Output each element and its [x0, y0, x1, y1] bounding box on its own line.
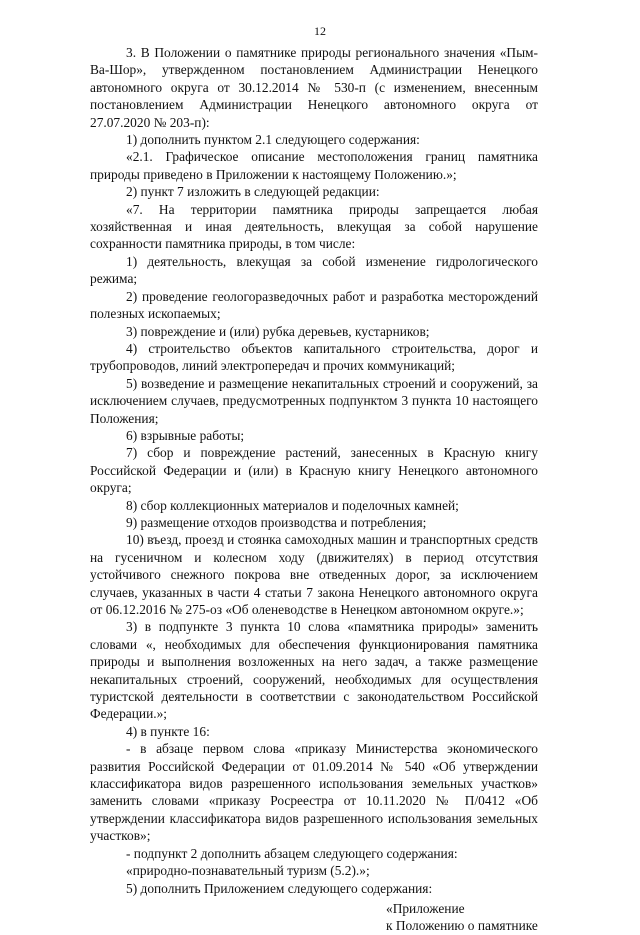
list-item-prohibition-6: 6) взрывные работы; — [126, 427, 245, 443]
paragraph-subitem-4: 4) в пункте 16: — [126, 723, 210, 739]
appendix-heading-line-1: «Приложение — [386, 900, 465, 916]
paragraph-item-3: 3. В Положении о памятнике природы регионального значения «Пым-Ва-Шор», утвержденном постановлением Администрации Ненецкого автономного округа от 30.12.2014 № 530-п (с изменением, внесенным постановлением Администрации Ненецкого автономного округа от 27.07.2020 № 203-п): — [90, 45, 538, 130]
paragraph-dash-item-1: - в абзаце первом слова «приказу Министерства экономического развития Российской Федерации от 01.09.2014 № 540 «Об утверждении классификатора видов разрешенного использования земельных участков» заменить словами «приказу Росреестра от 10.11.2020 № П/0412 «Об утверждении классификатора видов разрешенного использования земельных участков»; — [90, 741, 538, 844]
list-item-prohibition-1: 1) деятельность, влекущая за собой изменение гидрологического режима; — [90, 253, 538, 287]
paragraph-subitem-1: 1) дополнить пунктом 2.1 следующего содержания: — [126, 132, 420, 148]
paragraph-subitem-2: 2) пункт 7 изложить в следующей редакции: — [126, 184, 380, 200]
paragraph-subitem-5: 5) дополнить Приложением следующего содержания: — [126, 880, 433, 896]
list-item-prohibition-2: 2) проведение геологоразведочных работ и разработка месторождений полезных ископаемых; — [90, 288, 538, 322]
list-item-prohibition-5: 5) возведение и размещение некапитальных строений и сооружений, за исключением случаев, предусмотренных подпунктом 3 пункта 10 настоящего Положения; — [90, 375, 538, 426]
list-item-prohibition-8: 8) сбор коллекционных материалов и поделочных камней; — [126, 497, 459, 513]
list-item-prohibition-10: 10) въезд, проезд и стоянка самоходных машин и транспортных средств на гусеничном и колесном ходу (движителях) в период отсутствия устойчивого снежного покрова вне отведенных дорог, за исключением случаев, указанных в части 4 статьи 7 закона Ненецкого автономного округа от 06.12.2016 № 275-оз «Об оленеводстве в Ненецком автономном округе.»; — [90, 532, 538, 617]
list-item-prohibition-4: 4) строительство объектов капитального строительства, дорог и трубопроводов, линий электропередач и прочих коммуникаций; — [90, 340, 538, 374]
list-item-prohibition-7: 7) сбор и повреждение растений, занесенных в Красную книгу Российской Федерации и (или) в Красную книгу Ненецкого автономного округа; — [90, 445, 538, 496]
list-item-prohibition-3: 3) повреждение и (или) рубка деревьев, кустарников; — [126, 323, 430, 339]
page-number: 12 — [314, 24, 326, 38]
document-body — [90, 44, 538, 935]
appendix-heading-line-2: к Положению о памятнике — [386, 918, 538, 934]
list-item-prohibition-9: 9) размещение отходов производства и потребления; — [126, 514, 427, 530]
paragraph-quote-tourism: «природно-познавательный туризм (5.2).»; — [126, 863, 370, 879]
paragraph-quote-7: «7. На территории памятника природы запрещается любая хозяйственная и иная деятельность, влекущая за собой нарушение сохранности памятника природы, в том числе: — [90, 201, 538, 252]
paragraph-dash-item-2: - подпункт 2 дополнить абзацем следующего содержания: — [126, 845, 458, 861]
paragraph-quote-2-1: «2.1. Графическое описание местоположения границ памятника природы приведено в Приложении к настоящему Положению.»; — [90, 149, 538, 182]
paragraph-subitem-3: 3) в подпункте 3 пункта 10 слова «памятника природы» заменить словами «, необходимых для обеспечения функционирования памятника природы и выполнения возложенных на него задач, а также размещение некапитальных строений, сооружений, необходимых для осуществления туристской деятельности в соответствии с законодательством Российской Федерации.»; — [90, 619, 538, 722]
